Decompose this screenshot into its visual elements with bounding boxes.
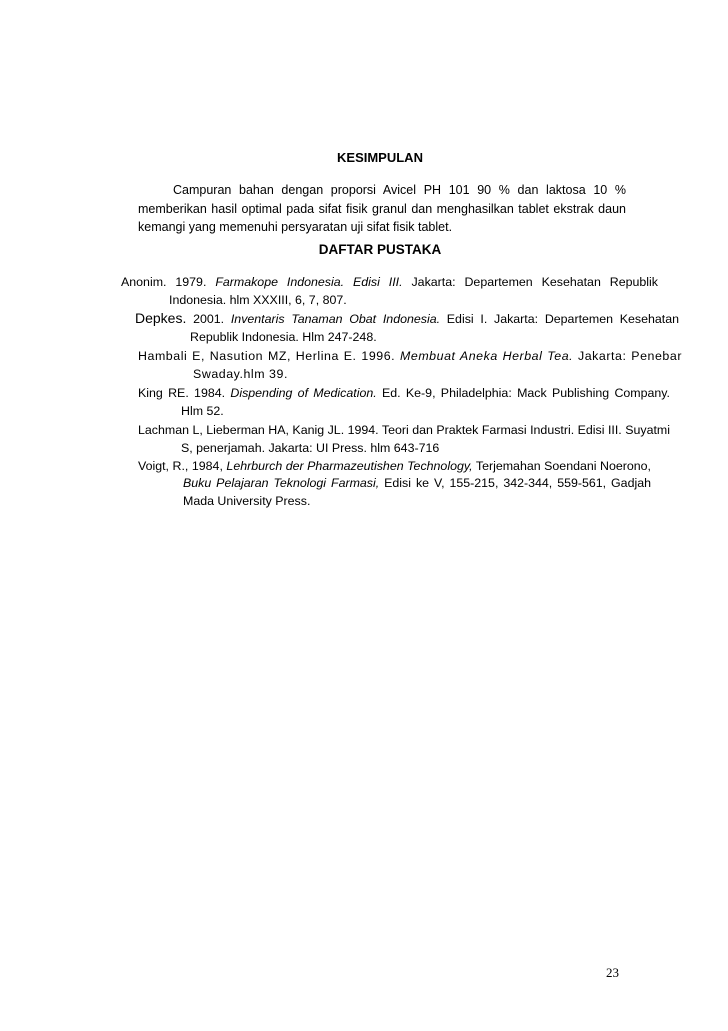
reference-title: Inventaris Tanaman Obat Indonesia. xyxy=(230,312,441,327)
conclusion-heading: KESIMPULAN xyxy=(337,150,423,165)
reference-title: Lehrburch der Pharmazeutishen Technology, xyxy=(226,458,473,473)
reference-list xyxy=(0,274,728,511)
conclusion-text: Campuran bahan dengan proporsi Avicel PH 101 90 % dan laktosa 10 % memberikan hasil optimal pada sifat fisik granul dan menghasilkan tablet ekstrak daun kemangi yang memenuhi persyaratan uji sifat fisik tablet. xyxy=(138,183,626,234)
reference-item: King RE. 1984. Dispending of Medication. Ed. Ke-9, Philadelphia: Mack Publishing Company. Hlm 52. xyxy=(138,385,671,418)
reference-title: Farmakope Indonesia. Edisi III. xyxy=(215,275,403,289)
reference-title: Dispending of Medication. xyxy=(230,385,377,400)
reference-item: Depkes. 2001. Inventaris Tanaman Obat Indonesia. Edisi I. Jakarta: Departemen Kesehatan Republik Indonesia. Hlm 247-248. xyxy=(135,310,679,345)
reference-item: Anonim. 1979. Farmakope Indonesia. Edisi III. Jakarta: Departemen Kesehatan Republik Indonesia. hlm XXXIII, 6, 7, 807. xyxy=(121,275,658,307)
reference-item: Hambali E, Nasution MZ, Herlina E. 1996. Membuat Aneka Herbal Tea. Jakarta: Penebar Swaday.hlm 39. xyxy=(138,349,682,382)
reference-item: Lachman L, Lieberman HA, Kanig JL. 1994. Teori dan Praktek Farmasi Industri. Edisi III. Suyatmi S, penerjamah. Jakarta: UI Press. hlm 643-716 xyxy=(138,422,670,455)
reference-item: Voigt, R., 1984, Lehrburch der Pharmazeutishen Technology, Terjemahan Soendani Noerono, Buku Pelajaran Teknologi Farmasi, Edisi ke V, 155-215, 342-344, 559-561, Gadjah Mada University Press. xyxy=(138,458,652,509)
references-heading: DAFTAR PUSTAKA xyxy=(318,242,442,257)
page-number: 23 xyxy=(606,965,619,980)
conclusion-paragraph xyxy=(138,181,626,237)
reference-title: Membuat Aneka Herbal Tea. xyxy=(400,349,574,364)
reference-title: Buku Pelajaran Teknologi Farmasi, xyxy=(183,476,380,491)
